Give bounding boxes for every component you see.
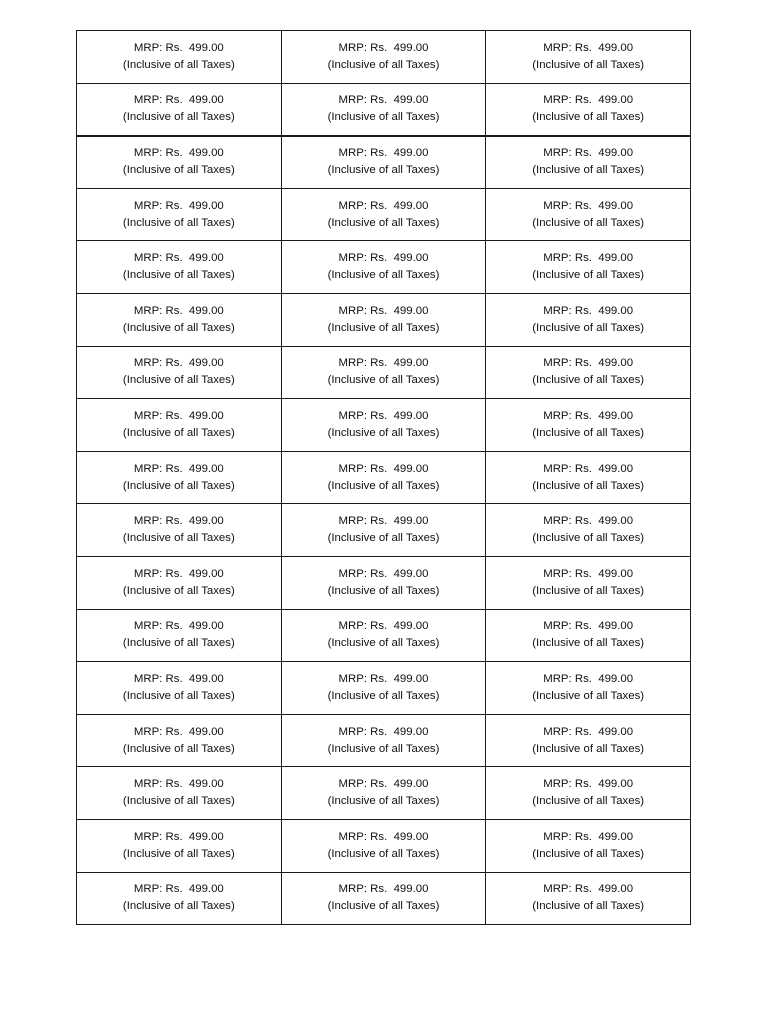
mrp-price-text: MRP: Rs. 499.00: [338, 41, 429, 54]
tax-note-text: (Inclusive of all Taxes): [327, 479, 440, 492]
label-row: [77, 819, 691, 872]
price-label: [486, 31, 691, 84]
mrp-price-text: MRP: Rs. 499.00: [543, 778, 634, 791]
price-label: [77, 714, 282, 767]
price-label: [77, 31, 282, 84]
tax-note-text: (Inclusive of all Taxes): [327, 111, 440, 124]
price-label: [281, 451, 486, 504]
tax-note-text: (Inclusive of all Taxes): [327, 637, 440, 650]
price-label: [77, 241, 282, 294]
tax-note-text: (Inclusive of all Taxes): [532, 321, 645, 334]
mrp-price-text: MRP: Rs. 499.00: [338, 778, 429, 791]
mrp-price-text: MRP: Rs. 499.00: [133, 462, 224, 475]
tax-note-text: (Inclusive of all Taxes): [122, 795, 235, 808]
tax-note-text: (Inclusive of all Taxes): [327, 742, 440, 755]
tax-note-text: (Inclusive of all Taxes): [532, 584, 645, 597]
label-row: [77, 293, 691, 346]
price-label: [486, 451, 691, 504]
tax-note-text: (Inclusive of all Taxes): [122, 532, 235, 545]
tax-note-text: (Inclusive of all Taxes): [532, 637, 645, 650]
price-label: [77, 136, 282, 189]
tax-note-text: (Inclusive of all Taxes): [122, 269, 235, 282]
tax-note-text: (Inclusive of all Taxes): [532, 374, 645, 387]
mrp-price-text: MRP: Rs. 499.00: [543, 672, 634, 685]
label-grid: [77, 31, 691, 925]
price-label: [77, 188, 282, 241]
label-row: [77, 188, 691, 241]
tax-note-text: (Inclusive of all Taxes): [327, 689, 440, 702]
tax-note-text: (Inclusive of all Taxes): [532, 847, 645, 860]
mrp-price-text: MRP: Rs. 499.00: [543, 41, 634, 54]
tax-note-text: (Inclusive of all Taxes): [327, 847, 440, 860]
price-label: [77, 872, 282, 925]
mrp-price-text: MRP: Rs. 499.00: [338, 830, 429, 843]
tax-note-text: (Inclusive of all Taxes): [122, 374, 235, 387]
mrp-price-text: MRP: Rs. 499.00: [133, 725, 224, 738]
tax-note-text: (Inclusive of all Taxes): [327, 426, 440, 439]
mrp-price-text: MRP: Rs. 499.00: [338, 357, 429, 370]
tax-note-text: (Inclusive of all Taxes): [122, 689, 235, 702]
mrp-price-text: MRP: Rs. 499.00: [543, 725, 634, 738]
price-label: [486, 609, 691, 662]
tax-note-text: (Inclusive of all Taxes): [532, 164, 645, 177]
tax-note-text: (Inclusive of all Taxes): [327, 58, 440, 71]
price-label: [486, 83, 691, 136]
price-label: [77, 83, 282, 136]
price-label: [486, 504, 691, 557]
price-label: [77, 556, 282, 609]
mrp-price-text: MRP: Rs. 499.00: [133, 199, 224, 212]
price-label: [486, 293, 691, 346]
tax-note-text: (Inclusive of all Taxes): [122, 479, 235, 492]
mrp-price-text: MRP: Rs. 499.00: [543, 304, 634, 317]
price-label: [486, 872, 691, 925]
label-row: [77, 504, 691, 557]
tax-note-text: (Inclusive of all Taxes): [532, 689, 645, 702]
mrp-price-text: MRP: Rs. 499.00: [133, 567, 224, 580]
price-label: [281, 241, 486, 294]
mrp-price-text: MRP: Rs. 499.00: [133, 672, 224, 685]
mrp-price-text: MRP: Rs. 499.00: [338, 94, 429, 107]
label-row: [77, 451, 691, 504]
mrp-price-text: MRP: Rs. 499.00: [338, 515, 429, 528]
price-label: [281, 504, 486, 557]
mrp-price-text: MRP: Rs. 499.00: [543, 357, 634, 370]
mrp-price-text: MRP: Rs. 499.00: [543, 199, 634, 212]
price-label: [281, 609, 486, 662]
price-label: [486, 662, 691, 715]
mrp-price-text: MRP: Rs. 499.00: [133, 830, 224, 843]
tax-note-text: (Inclusive of all Taxes): [327, 321, 440, 334]
tax-note-text: (Inclusive of all Taxes): [532, 426, 645, 439]
price-label: [486, 714, 691, 767]
label-row: [77, 399, 691, 452]
price-label: [77, 399, 282, 452]
mrp-price-text: MRP: Rs. 499.00: [543, 567, 634, 580]
price-label: [486, 556, 691, 609]
mrp-price-text: MRP: Rs. 499.00: [133, 883, 224, 896]
tax-note-text: (Inclusive of all Taxes): [327, 216, 440, 229]
mrp-price-text: MRP: Rs. 499.00: [543, 620, 634, 633]
price-label: [281, 556, 486, 609]
label-row: [77, 872, 691, 925]
price-label: [77, 346, 282, 399]
tax-note-text: (Inclusive of all Taxes): [122, 58, 235, 71]
mrp-price-text: MRP: Rs. 499.00: [133, 41, 224, 54]
tax-note-text: (Inclusive of all Taxes): [327, 900, 440, 913]
tax-note-text: (Inclusive of all Taxes): [327, 269, 440, 282]
tax-note-text: (Inclusive of all Taxes): [327, 374, 440, 387]
mrp-price-text: MRP: Rs. 499.00: [338, 567, 429, 580]
price-label: [77, 451, 282, 504]
tax-note-text: (Inclusive of all Taxes): [532, 532, 645, 545]
price-label: [281, 399, 486, 452]
price-label: [486, 767, 691, 820]
mrp-price-text: MRP: Rs. 499.00: [543, 462, 634, 475]
label-row: [77, 346, 691, 399]
mrp-price-text: MRP: Rs. 499.00: [338, 672, 429, 685]
price-label: [281, 346, 486, 399]
price-label: [77, 767, 282, 820]
mrp-price-text: MRP: Rs. 499.00: [338, 725, 429, 738]
tax-note-text: (Inclusive of all Taxes): [532, 216, 645, 229]
mrp-price-text: MRP: Rs. 499.00: [543, 409, 634, 422]
tax-note-text: (Inclusive of all Taxes): [532, 479, 645, 492]
mrp-price-text: MRP: Rs. 499.00: [338, 147, 429, 160]
label-row: [77, 609, 691, 662]
price-label: [281, 31, 486, 84]
label-row: [77, 714, 691, 767]
mrp-price-text: MRP: Rs. 499.00: [338, 199, 429, 212]
price-label: [281, 136, 486, 189]
tax-note-text: (Inclusive of all Taxes): [327, 584, 440, 597]
mrp-price-text: MRP: Rs. 499.00: [338, 620, 429, 633]
label-row: [77, 83, 691, 136]
label-row: [77, 241, 691, 294]
mrp-price-text: MRP: Rs. 499.00: [338, 409, 429, 422]
tax-note-text: (Inclusive of all Taxes): [532, 742, 645, 755]
price-label: [486, 188, 691, 241]
tax-note-text: (Inclusive of all Taxes): [327, 532, 440, 545]
mrp-price-text: MRP: Rs. 499.00: [338, 883, 429, 896]
tax-note-text: (Inclusive of all Taxes): [122, 111, 235, 124]
mrp-price-text: MRP: Rs. 499.00: [543, 147, 634, 160]
tax-note-text: (Inclusive of all Taxes): [532, 111, 645, 124]
mrp-price-text: MRP: Rs. 499.00: [133, 409, 224, 422]
mrp-price-text: MRP: Rs. 499.00: [543, 830, 634, 843]
price-label-sheet: [76, 30, 691, 925]
price-label: [486, 399, 691, 452]
label-row: [77, 556, 691, 609]
mrp-price-text: MRP: Rs. 499.00: [543, 252, 634, 265]
tax-note-text: (Inclusive of all Taxes): [122, 216, 235, 229]
price-label: [77, 819, 282, 872]
price-label: [486, 346, 691, 399]
tax-note-text: (Inclusive of all Taxes): [532, 795, 645, 808]
mrp-price-text: MRP: Rs. 499.00: [133, 304, 224, 317]
mrp-price-text: MRP: Rs. 499.00: [133, 252, 224, 265]
tax-note-text: (Inclusive of all Taxes): [122, 847, 235, 860]
price-label: [486, 819, 691, 872]
tax-note-text: (Inclusive of all Taxes): [532, 900, 645, 913]
price-label: [281, 83, 486, 136]
price-label: [486, 241, 691, 294]
mrp-price-text: MRP: Rs. 499.00: [543, 883, 634, 896]
tax-note-text: (Inclusive of all Taxes): [122, 900, 235, 913]
price-label: [486, 136, 691, 189]
mrp-price-text: MRP: Rs. 499.00: [338, 304, 429, 317]
mrp-price-text: MRP: Rs. 499.00: [338, 462, 429, 475]
price-label: [77, 662, 282, 715]
tax-note-text: (Inclusive of all Taxes): [122, 584, 235, 597]
tax-note-text: (Inclusive of all Taxes): [532, 269, 645, 282]
mrp-price-text: MRP: Rs. 499.00: [133, 357, 224, 370]
mrp-price-text: MRP: Rs. 499.00: [338, 252, 429, 265]
tax-note-text: (Inclusive of all Taxes): [122, 637, 235, 650]
price-label: [281, 188, 486, 241]
price-label: [281, 293, 486, 346]
label-row: [77, 31, 691, 84]
tax-note-text: (Inclusive of all Taxes): [327, 795, 440, 808]
label-row: [77, 767, 691, 820]
label-row: [77, 136, 691, 189]
price-label: [281, 714, 486, 767]
tax-note-text: (Inclusive of all Taxes): [327, 164, 440, 177]
price-label: [281, 819, 486, 872]
tax-note-text: (Inclusive of all Taxes): [122, 426, 235, 439]
price-label: [281, 872, 486, 925]
price-label: [77, 609, 282, 662]
mrp-price-text: MRP: Rs. 499.00: [133, 515, 224, 528]
mrp-price-text: MRP: Rs. 499.00: [133, 147, 224, 160]
tax-note-text: (Inclusive of all Taxes): [122, 742, 235, 755]
mrp-price-text: MRP: Rs. 499.00: [543, 94, 634, 107]
price-label: [281, 767, 486, 820]
mrp-price-text: MRP: Rs. 499.00: [133, 778, 224, 791]
mrp-price-text: MRP: Rs. 499.00: [133, 94, 224, 107]
price-label: [77, 504, 282, 557]
price-label: [77, 293, 282, 346]
label-row: [77, 662, 691, 715]
tax-note-text: (Inclusive of all Taxes): [122, 321, 235, 334]
price-label: [281, 662, 486, 715]
tax-note-text: (Inclusive of all Taxes): [532, 58, 645, 71]
mrp-price-text: MRP: Rs. 499.00: [543, 515, 634, 528]
mrp-price-text: MRP: Rs. 499.00: [133, 620, 224, 633]
tax-note-text: (Inclusive of all Taxes): [122, 164, 235, 177]
